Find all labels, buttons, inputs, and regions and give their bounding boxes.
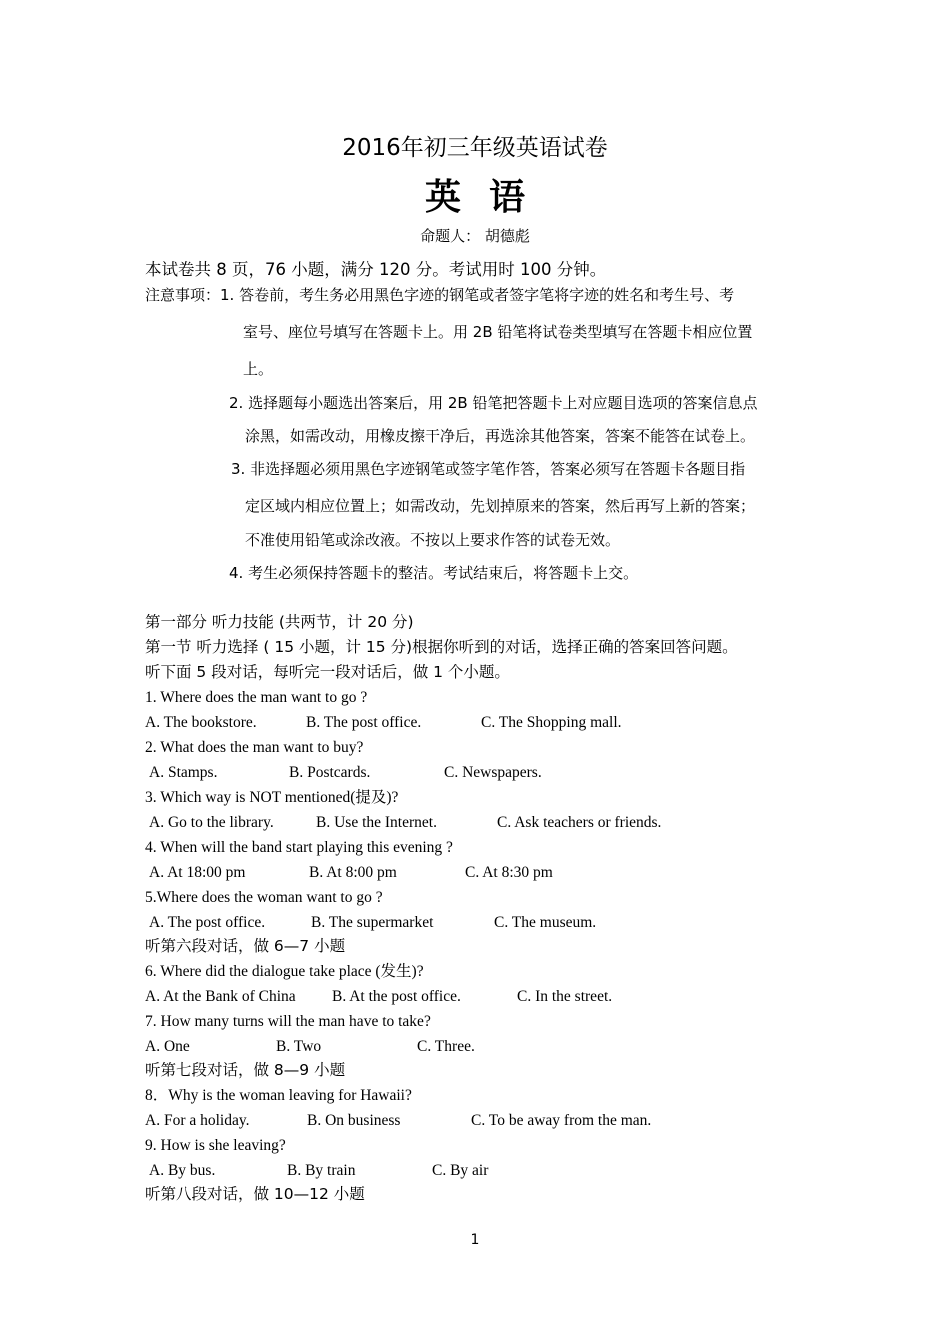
question-9: 9. How is she leaving? [145, 1137, 286, 1154]
exam-title: 2016年初三年级英语试卷 [342, 135, 608, 161]
question-8-option-b: B. On business [307, 1112, 401, 1129]
question-3-option-b: B. Use the Internet. [316, 814, 437, 831]
exam-intro: 本试卷共 8 页，76 小题，满分 120 分。考试用时 100 分钟。 [145, 260, 607, 279]
question-1-option-c: C. The Shopping mall. [481, 714, 622, 731]
question-2-option-c: C. Newspapers. [444, 764, 542, 781]
note-3-line-1: 3. 非选择题必须用黑色字迹钢笔或签字笔作答，答案必须写在答题卡各题目指 [231, 460, 746, 478]
instruction-dialogues-1-5: 听下面 5 段对话，每听完一段对话后，做 1 个小题。 [145, 663, 510, 681]
note-1-line-3: 上。 [243, 360, 274, 378]
question-6: 6. Where did the dialogue take place (发生)? [145, 963, 424, 980]
page-number: 1 [470, 1232, 480, 1248]
question-5-option-c: C. The museum. [494, 914, 597, 931]
note-1-line-2: 室号、座位号填写在答题卡上。用 2B 铅笔将试卷类型填写在答题卡相应位置 [243, 323, 753, 341]
note-2-line-1: 2. 选择题每小题选出答案后，用 2B 铅笔把答题卡上对应题目选项的答案信息点 [229, 394, 758, 412]
question-9-option-b: B. By train [287, 1162, 356, 1179]
note-4-line-1: 4. 考生必须保持答题卡的整洁。考试结束后，将答题卡上交。 [229, 564, 639, 582]
question-7-option-b: B. Two [276, 1038, 322, 1055]
question-6-option-c: C. In the street. [517, 988, 613, 1005]
question-3-option-c: C. Ask teachers or friends. [497, 814, 662, 831]
question-2-option-a: A. Stamps. [149, 764, 218, 781]
part-1-heading: 第一部分 听力技能 (共两节，计 20 分) [145, 613, 414, 631]
question-5: 5.Where does the woman want to go ? [145, 889, 383, 906]
question-4-option-a: A. At 18:00 pm [149, 864, 246, 881]
question-8: 8．Why is the woman leaving for Hawaii? [145, 1087, 412, 1104]
question-9-option-c: C. By air [432, 1162, 489, 1179]
question-4-option-c: C. At 8:30 pm [465, 864, 553, 881]
question-5-option-a: A. The post office. [149, 914, 266, 931]
question-7: 7. How many turns will the man have to take? [145, 1013, 431, 1030]
section-1-heading: 第一节 听力选择 ( 15 小题，计 15 分)根据你听到的对话，选择正确的答案回答问题。 [145, 638, 738, 656]
note-3-line-2: 定区域内相应位置上；如需改动，先划掉原来的答案，然后再写上新的答案； [245, 497, 756, 515]
question-1-option-a: A. The bookstore. [145, 714, 257, 731]
question-1: 1. Where does the man want to go ? [145, 689, 368, 706]
instruction-dialogue-7: 听第七段对话，做 8—9 小题 [145, 1061, 346, 1079]
note-2-line-2: 涂黑，如需改动，用橡皮擦干净后，再选涂其他答案，答案不能答在试卷上。 [245, 427, 756, 445]
question-5-option-b: B. The supermarket [311, 914, 434, 931]
question-8-option-a: A. For a holiday. [145, 1112, 250, 1129]
question-6-option-b: B. At the post office. [332, 988, 461, 1005]
question-7-option-a: A. One [145, 1038, 190, 1055]
question-1-option-b: B. The post office. [306, 714, 422, 731]
question-4-option-b: B. At 8:00 pm [309, 864, 397, 881]
note-1-line-1: 注意事项：1. 答卷前，考生务必用黑色字迹的钢笔或者签字笔将字迹的姓名和考生号、考 [145, 286, 735, 304]
instruction-dialogue-6: 听第六段对话，做 6—7 小题 [145, 937, 346, 955]
question-9-option-a: A. By bus. [149, 1162, 216, 1179]
question-3: 3. Which way is NOT mentioned(提及)? [145, 789, 399, 806]
question-2: 2. What does the man want to buy? [145, 739, 364, 756]
author-line: 命题人： 胡德彪 [420, 227, 530, 245]
instruction-dialogue-8: 听第八段对话，做 10—12 小题 [145, 1185, 365, 1203]
question-8-option-c: C. To be away from the man. [471, 1112, 652, 1129]
question-2-option-b: B. Postcards. [289, 764, 371, 781]
subject-heading: 英语 [424, 177, 553, 218]
question-3-option-a: A. Go to the library. [149, 814, 274, 831]
question-6-option-a: A. At the Bank of China [145, 988, 296, 1005]
note-3-line-3: 不准使用铅笔或涂改液。不按以上要求作答的试卷无效。 [245, 531, 621, 549]
question-4: 4. When will the band start playing this evening ? [145, 839, 453, 856]
question-7-option-c: C. Three. [417, 1038, 475, 1055]
